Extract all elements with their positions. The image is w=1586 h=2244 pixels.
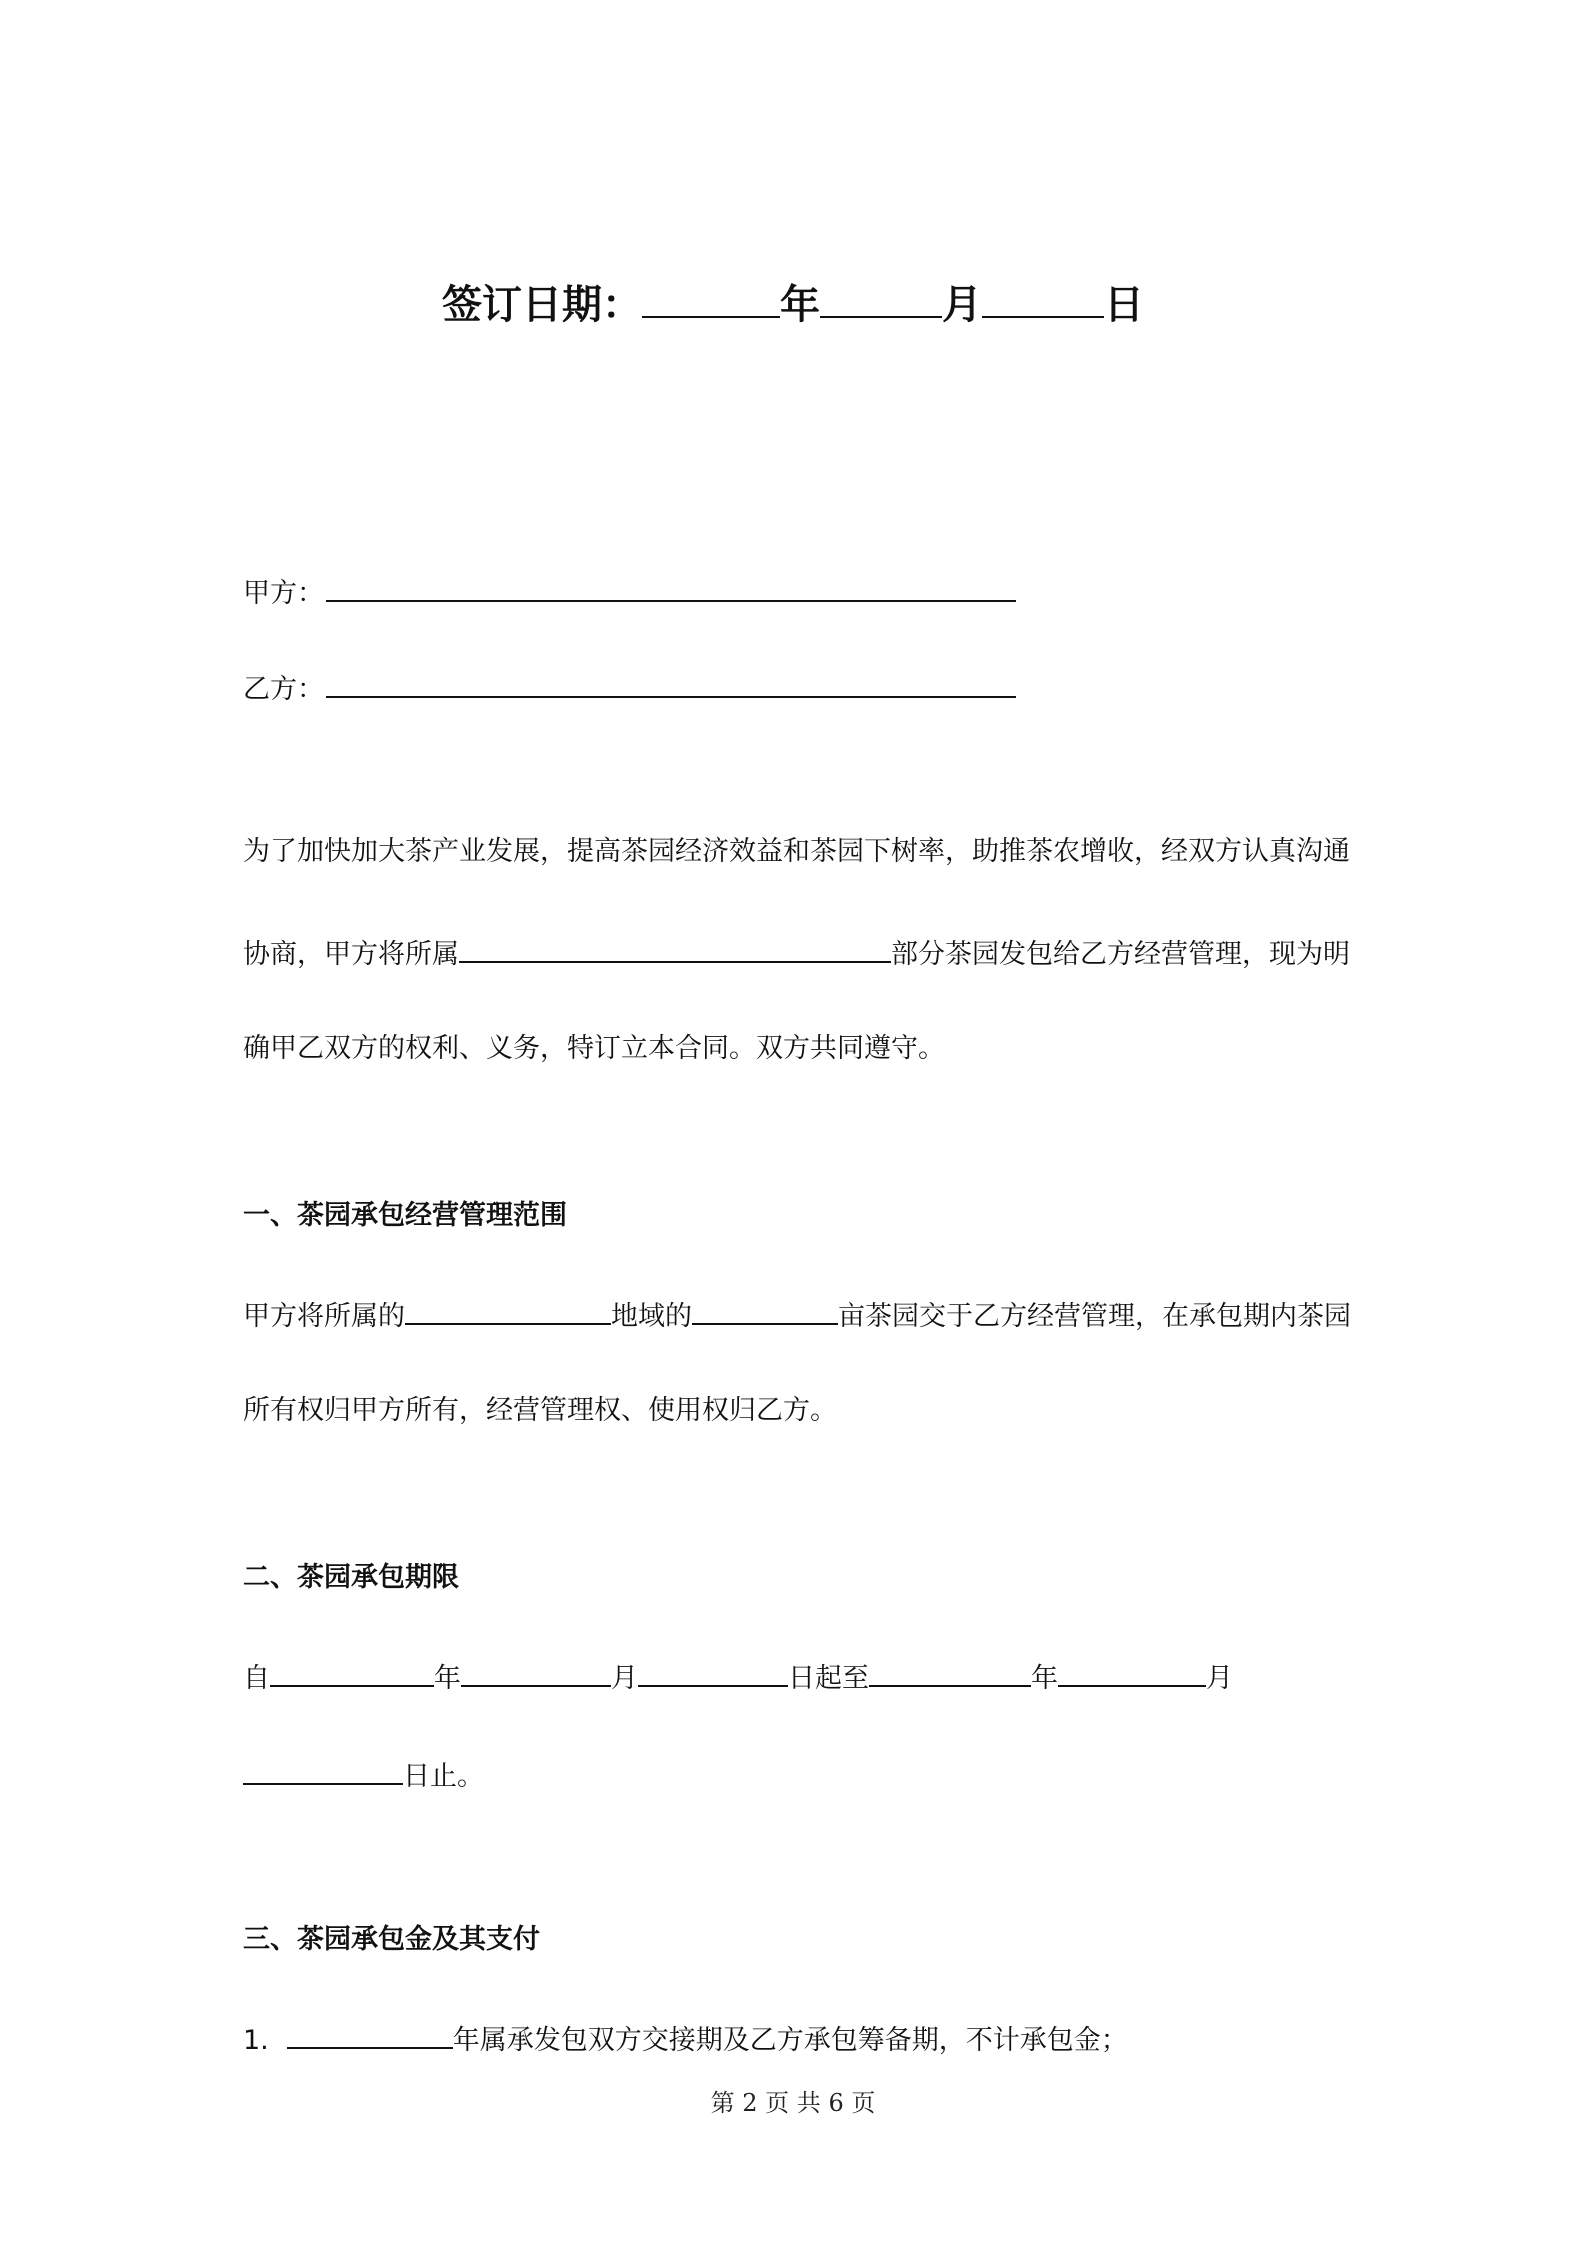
preamble-line-1: 为了加快加大茶产业发展，提高茶园经济效益和茶园下树率，助推茶农增收，经双方认真沟通 — [243, 836, 1350, 867]
section-2-heading: 二、茶园承包期限 — [243, 1562, 459, 1593]
area-blank — [692, 1293, 838, 1325]
party-a-row — [243, 570, 1016, 610]
signing-date-title — [0, 272, 1586, 333]
preamble-line-3: 确甲乙双方的权利、义务，特订立本合同。双方共同遵守。 — [243, 1033, 945, 1064]
end-year-blank — [869, 1655, 1031, 1687]
end-month-blank — [1058, 1655, 1206, 1687]
term-from-label: 自 — [243, 1663, 270, 1694]
party-a-label: 甲方： — [243, 578, 324, 609]
start-day-blank — [638, 1655, 788, 1687]
preamble-line-2 — [243, 931, 1350, 971]
term-end-label: 日止。 — [403, 1761, 484, 1792]
start-year-blank — [270, 1655, 434, 1687]
term-month2-label: 月 — [1206, 1663, 1233, 1694]
term-year2-label: 年 — [1031, 1663, 1058, 1694]
end-day-blank — [243, 1753, 403, 1785]
signing-date-label: 签订日期： — [442, 282, 642, 328]
region-blank — [405, 1293, 611, 1325]
preamble-blank — [459, 931, 891, 963]
year-label: 年 — [780, 282, 820, 328]
section-3-item-1 — [243, 2017, 1128, 2057]
section-1-text-b: 地域的 — [611, 1301, 692, 1332]
day-label: 日 — [1104, 282, 1144, 328]
page-number-footer: 第 2 页 共 6 页 — [710, 2089, 876, 2117]
preamble-line-2-after: 部分茶园发包给乙方经营管理，现为明 — [891, 939, 1350, 970]
party-b-blank — [326, 666, 1016, 698]
term-month-label: 月 — [611, 1663, 638, 1694]
item-1-text: 年属承发包双方交接期及乙方承包筹备期，不计承包金； — [452, 2025, 1128, 2056]
section-3-heading: 三、茶园承包金及其支付 — [243, 1924, 540, 1955]
party-b-row — [243, 666, 1016, 706]
term-line-1 — [243, 1655, 1233, 1695]
start-month-blank — [461, 1655, 611, 1687]
item-1-year-blank — [287, 2017, 453, 2049]
month-label: 月 — [942, 282, 982, 328]
item-1-number: 1. — [243, 2025, 269, 2056]
term-line-2 — [243, 1753, 484, 1793]
preamble-line-2-before: 协商，甲方将所属 — [243, 939, 459, 970]
month-blank — [820, 272, 942, 318]
section-1-line-1 — [243, 1293, 1351, 1333]
day-blank — [982, 272, 1104, 318]
party-a-blank — [326, 570, 1016, 602]
year-blank — [642, 272, 780, 318]
section-1-heading: 一、茶园承包经营管理范围 — [243, 1200, 567, 1231]
section-1-text-c: 亩茶园交于乙方经营管理，在承包期内茶园 — [838, 1301, 1351, 1332]
term-day-to-label: 日起至 — [788, 1663, 869, 1694]
party-b-label: 乙方： — [243, 674, 324, 705]
section-1-line-2: 所有权归甲方所有，经营管理权、使用权归乙方。 — [243, 1395, 837, 1426]
section-1-text-a: 甲方将所属的 — [243, 1301, 405, 1332]
term-year-label: 年 — [434, 1663, 461, 1694]
